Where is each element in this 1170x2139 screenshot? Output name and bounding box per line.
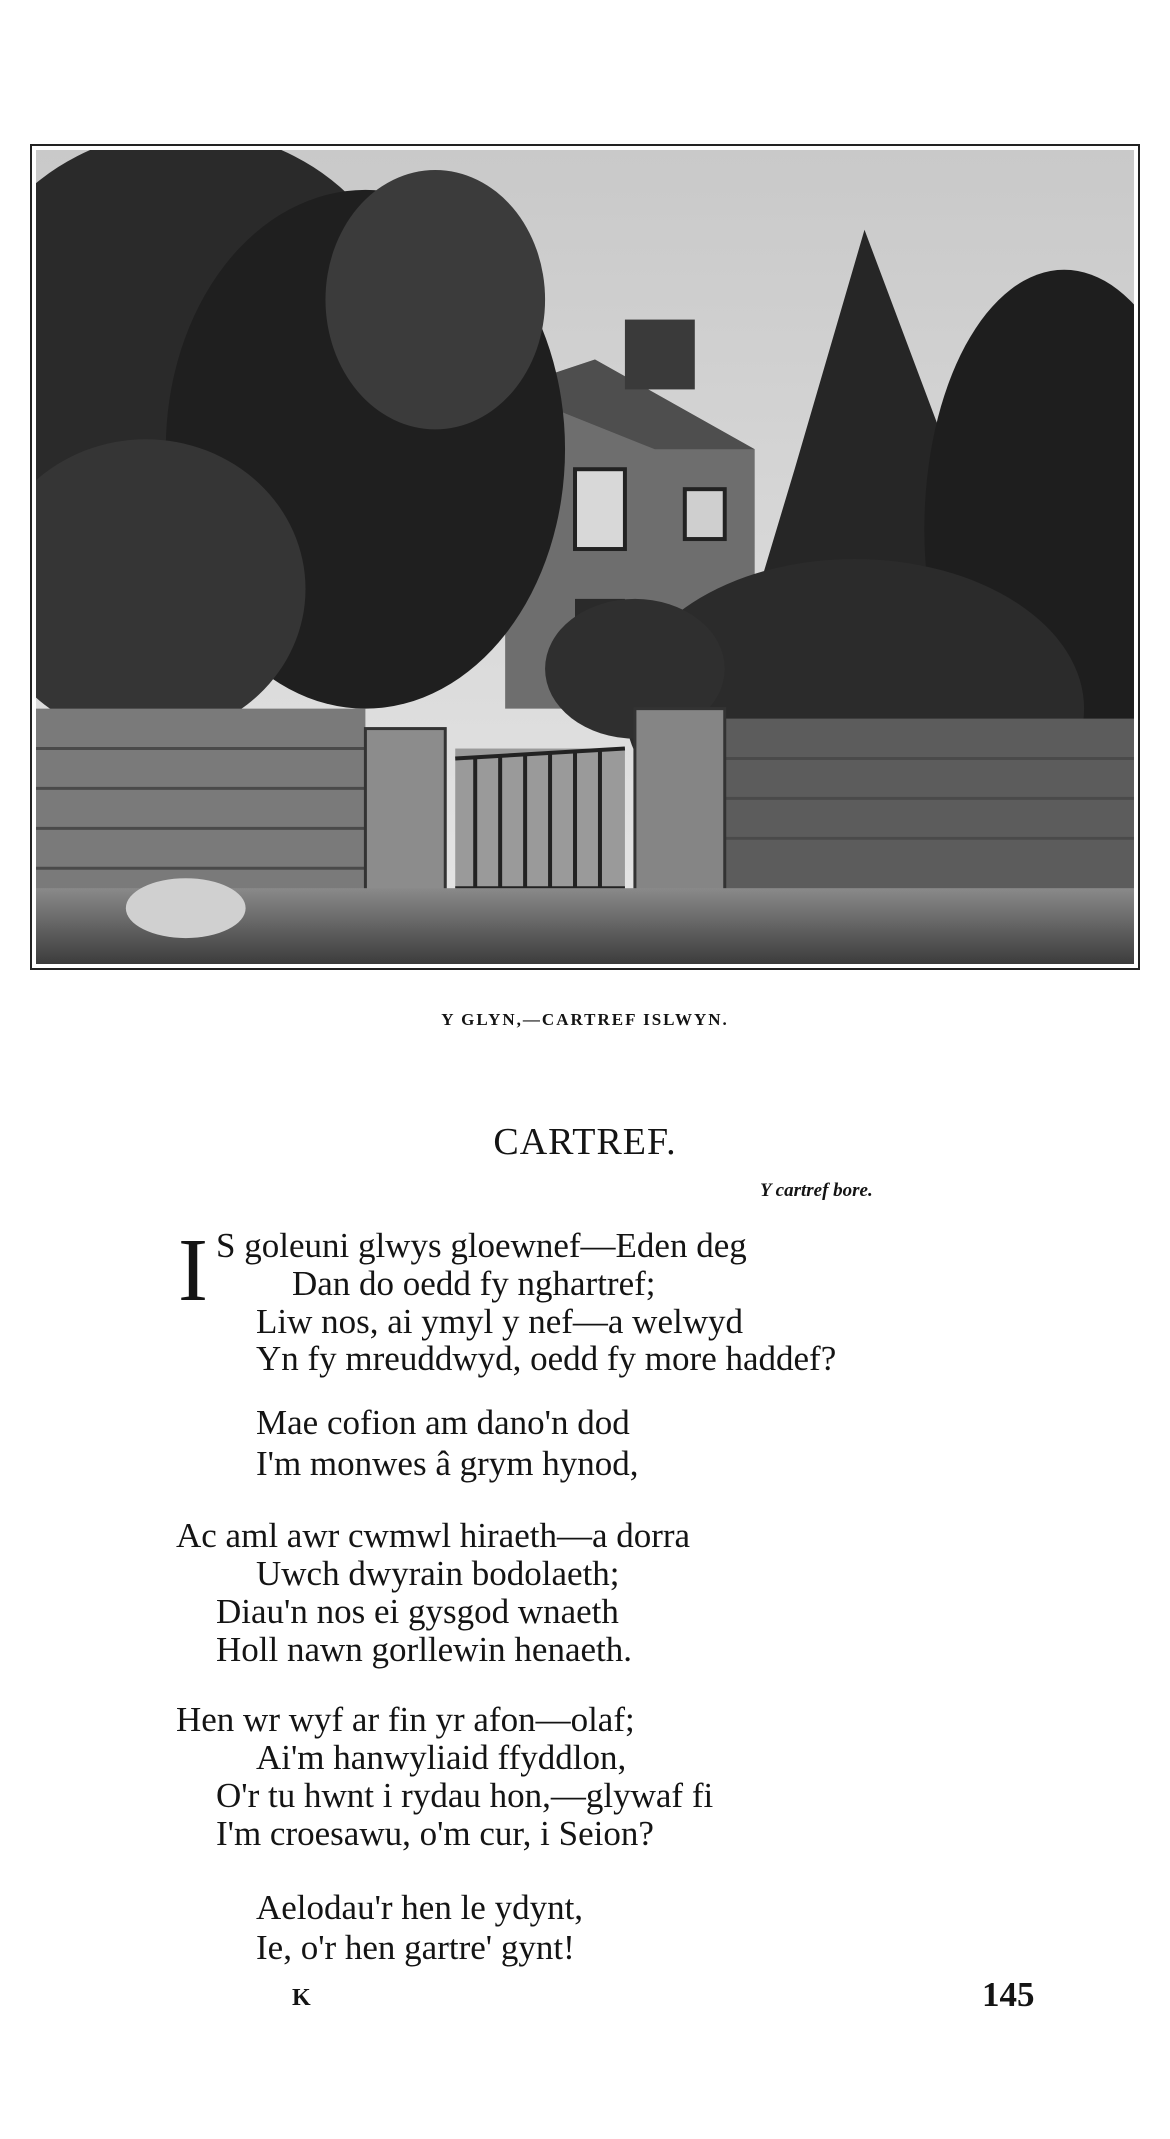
poem-line: Ac aml awr cwmwl hiraeth—a dorra [176,1516,691,1555]
poem-line: Uwch dwyrain bodolaeth; [256,1554,620,1593]
poem-line: Liw nos, ai ymyl y nef—a welwyd [256,1302,743,1341]
poem-line: O'r tu hwnt i rydau hon,—glywaf fi [216,1776,714,1815]
poem-line: I'm croesawu, o'm cur, i Seion? [216,1814,654,1853]
poem-line: Diau'n nos ei gysgod wnaeth [216,1592,619,1631]
poem-line: Ai'm hanwyliaid ffyddlon, [256,1738,627,1777]
drop-cap: I [178,1221,208,1320]
photograph [30,144,1140,970]
poem-motto: Y cartref bore. [760,1180,873,1201]
poem-title: CARTREF. [493,1121,677,1163]
poem-line: Dan do oedd fy nghartref; [292,1264,656,1303]
house-garden-photo [36,150,1134,964]
photo-caption: Y GLYN,—CARTREF ISLWYN. [441,1010,729,1029]
page-number: 145 [982,1975,1035,2014]
poem-line: Mae cofion am dano'n dod [256,1403,630,1442]
poem-line: Holl nawn gorllewin henaeth. [216,1630,633,1669]
poem-line: Hen wr wyf ar fin yr afon—olaf; [176,1700,635,1739]
signature-mark: K [292,1985,311,2011]
poem-line: Ie, o'r hen gartre' gynt! [256,1928,575,1967]
poem-line: S goleuni glwys gloewnef—Eden deg [216,1226,747,1265]
poem-line: Aelodau'r hen le ydynt, [256,1888,584,1927]
poem-line: I'm monwes â grym hynod, [256,1444,639,1483]
poem-line: Yn fy mreuddwyd, oedd fy more haddef? [256,1339,837,1378]
